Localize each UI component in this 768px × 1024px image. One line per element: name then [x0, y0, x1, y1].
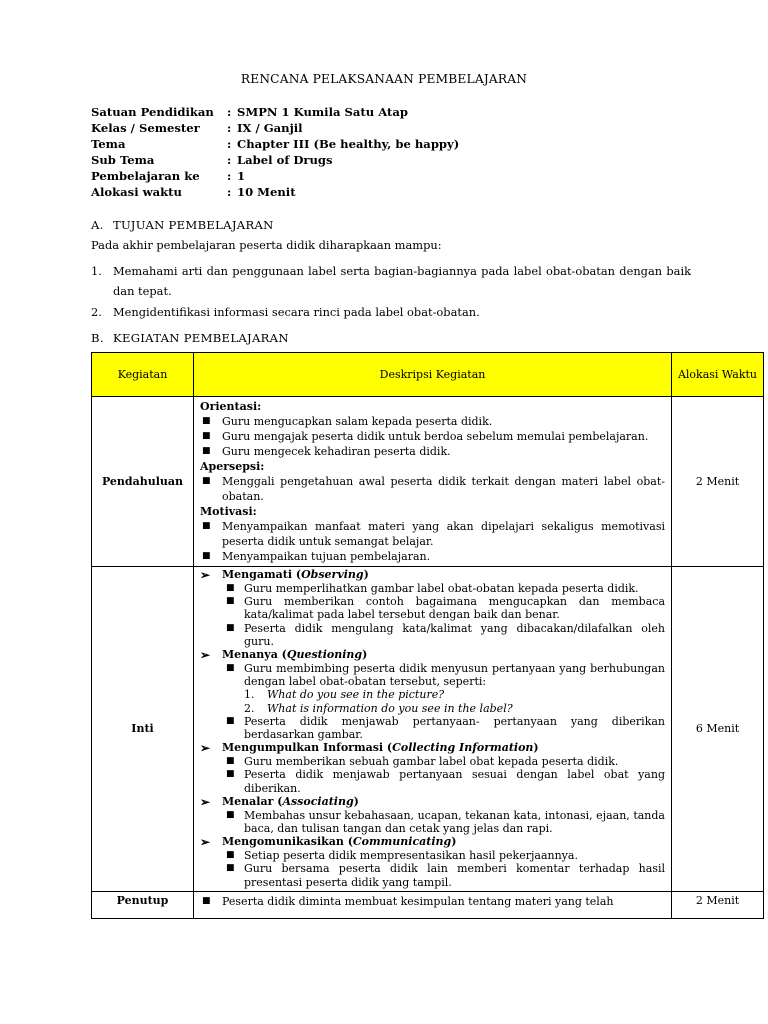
- square-bullet-icon: ■: [226, 583, 235, 593]
- kegiatan-cell: Penutup: [92, 891, 194, 918]
- kegiatan-cell: Pendahuluan: [92, 397, 194, 567]
- identity-key: Alokasi waktu: [91, 185, 182, 199]
- step-heading: [200, 835, 665, 849]
- identity-value: SMPN 1 Kumila Satu Atap: [237, 105, 409, 119]
- list-item: [200, 662, 665, 688]
- square-bullet-icon: ■: [226, 809, 235, 820]
- alokasi-cell: 2 Menit: [672, 397, 764, 567]
- list-item-text: Menggali pengetahuan awal peserta didik terkait dengan materi label obat-obatan.: [222, 475, 665, 503]
- square-bullet-icon: ■: [226, 622, 235, 633]
- objective-intro: Pada akhir pembelajaran peserta didik diharapkaan mampu:: [91, 238, 442, 252]
- objective-number: 1.: [91, 264, 102, 278]
- list-item: [200, 429, 665, 444]
- list-item-text: Peserta didik menjawab pertanyaan sesuai dengan label obat yang diberikan.: [244, 768, 665, 795]
- list-item-text: Guru memberikan contoh bagaimana mengucapkan dan membaca kata/kalimat pada label tersebut dengan baik dan benar.: [244, 595, 665, 622]
- identity-row: [91, 120, 459, 136]
- identity-colon: :: [227, 105, 232, 119]
- list-item: [200, 622, 665, 648]
- step-label-close: ): [353, 794, 359, 808]
- question-number: 1.: [244, 688, 255, 702]
- list-item: [200, 715, 665, 741]
- section-title: TUJUAN PEMBELAJARAN: [113, 218, 274, 232]
- step-label: Mengumpulkan Informasi (: [222, 741, 393, 755]
- section-title: KEGIATAN PEMBELAJARAN: [113, 331, 289, 345]
- deskripsi-cell: [194, 567, 672, 892]
- table-row-inti: [92, 567, 764, 892]
- table-row-penutup: [92, 891, 764, 918]
- step-label-english: Questioning: [286, 648, 363, 662]
- list-item-text: Setiap peserta didik mempresentasikan hasil pekerjaannya.: [244, 849, 578, 863]
- identity-colon: :: [227, 169, 232, 183]
- alokasi-cell: 6 Menit: [672, 567, 764, 892]
- identity-colon: :: [227, 121, 232, 135]
- step-label: Menanya (: [222, 648, 287, 662]
- apersepsi-title: Apersepsi:: [200, 460, 265, 473]
- step-label-english: Collecting Information: [392, 741, 534, 755]
- alokasi-cell: 2 Menit: [672, 891, 764, 918]
- table-row-pendahuluan: [92, 397, 764, 567]
- square-bullet-icon: ■: [202, 416, 211, 426]
- list-item-text: Guru mengajak peserta didik untuk berdoa sebelum memulai pembelajaran.: [222, 430, 649, 443]
- square-bullet-icon: ■: [226, 756, 235, 767]
- arrowhead-icon: ➢: [200, 835, 211, 850]
- step-label-english: Communicating: [352, 835, 452, 849]
- square-bullet-icon: ■: [202, 446, 211, 456]
- step-label: Menalar (: [222, 794, 283, 808]
- step-heading: [200, 648, 665, 662]
- step-heading: [200, 795, 665, 809]
- identity-value: IX / Ganjil: [237, 121, 303, 135]
- identity-block: [91, 104, 459, 200]
- arrowhead-icon: ➢: [200, 794, 211, 809]
- question-number: 2.: [244, 701, 255, 715]
- step-label: Mengamati (: [222, 568, 302, 581]
- identity-row: [91, 184, 459, 200]
- list-item-text: Menyampaikan manfaat materi yang akan dipelajari sekaligus memotivasi peserta didik untuk semangat belajar.: [222, 520, 665, 548]
- square-bullet-icon: ■: [202, 551, 211, 561]
- identity-colon: :: [227, 153, 232, 167]
- step-label-english: Associating: [282, 794, 354, 808]
- arrowhead-icon: ➢: [200, 741, 211, 756]
- list-item: [200, 549, 665, 564]
- square-bullet-icon: ■: [202, 431, 211, 441]
- list-item: [200, 474, 665, 504]
- list-item: [200, 768, 665, 794]
- list-item-text: Menyampaikan tujuan pembelajaran.: [222, 550, 431, 563]
- question-item: [200, 688, 665, 701]
- step-label-close: ): [533, 741, 539, 755]
- table-header-row: [92, 353, 764, 397]
- step-label-close: ): [451, 835, 457, 849]
- arrowhead-icon: ➢: [200, 568, 211, 582]
- list-item: [200, 519, 665, 549]
- square-bullet-icon: ■: [226, 863, 235, 874]
- identity-value: 1: [237, 169, 246, 183]
- square-bullet-icon: ■: [202, 521, 211, 531]
- identity-key: Sub Tema: [91, 153, 155, 167]
- step-label-english: Observing: [301, 568, 364, 581]
- list-item: [200, 849, 665, 862]
- activity-table: [91, 352, 764, 919]
- header-kegiatan: Kegiatan: [92, 353, 194, 397]
- arrowhead-icon: ➢: [200, 648, 211, 663]
- step-heading: [200, 741, 665, 755]
- identity-colon: :: [227, 185, 232, 199]
- identity-row: [91, 168, 459, 184]
- step-label-close: ): [363, 568, 369, 581]
- identity-key: Pembelajaran ke: [91, 169, 200, 183]
- section-letter: A.: [91, 218, 104, 232]
- deskripsi-cell: [194, 397, 672, 567]
- objective-text: Mengidentifikasi informasi secara rinci pada label obat-obatan.: [113, 305, 480, 319]
- list-item-text: Guru bersama peserta didik lain memberi komentar terhadap hasil presentasi peserta didik yang tampil.: [244, 862, 665, 889]
- identity-key: Tema: [91, 137, 126, 151]
- list-item: [200, 444, 665, 459]
- list-item: [200, 894, 665, 909]
- identity-value: Label of Drugs: [237, 153, 333, 167]
- list-item-text: Guru memberikan sebuah gambar label obat kepada peserta didik.: [244, 755, 619, 769]
- section-b-heading: [91, 331, 289, 345]
- kegiatan-cell: Inti: [92, 567, 194, 892]
- document-title: RENCANA PELAKSANAAN PEMBELAJARAN: [240, 72, 528, 86]
- square-bullet-icon: ■: [202, 476, 211, 486]
- identity-colon: :: [227, 137, 232, 151]
- list-item: [200, 755, 665, 768]
- objective-item: [91, 261, 691, 301]
- objective-item: [91, 302, 691, 322]
- list-item-text: Peserta didik mengulang kata/kalimat yang dibacakan/dilafalkan oleh guru.: [244, 621, 665, 648]
- objective-text: Memahami arti dan penggunaan label serta bagian-bagiannya pada label obat-obatan dengan baik dan tepat.: [113, 264, 691, 298]
- header-alokasi: Alokasi Waktu: [672, 353, 764, 397]
- square-bullet-icon: ■: [226, 596, 235, 607]
- list-item-text: Guru memperlihatkan gambar label obat-obatan kepada peserta didik.: [244, 582, 639, 595]
- step-label: Mengomunikasikan (: [222, 835, 353, 849]
- list-item-text: Guru mengucapkan salam kepada peserta didik.: [222, 415, 493, 428]
- section-letter: B.: [91, 331, 104, 345]
- list-item: [200, 595, 665, 621]
- identity-value: Chapter III (Be healthy, be happy): [237, 137, 460, 151]
- objective-list: [91, 261, 691, 322]
- list-item-text: Membahas unsur kebahasaan, ucapan, tekanan kata, intonasi, ejaan, tanda baca, dan tulisan tangan dan cetak yang jelas dan rapi.: [244, 808, 665, 836]
- list-item: [200, 582, 665, 595]
- list-item: [200, 809, 665, 835]
- objective-number: 2.: [91, 305, 102, 319]
- orientasi-title: Orientasi:: [200, 400, 262, 413]
- square-bullet-icon: ■: [226, 850, 235, 861]
- square-bullet-icon: ■: [226, 769, 235, 780]
- square-bullet-icon: ■: [202, 895, 211, 906]
- question-text: What do you see in the picture?: [267, 688, 445, 702]
- list-item-text: Peserta didik diminta membuat kesimpulan tentang materi yang telah: [222, 894, 614, 908]
- list-item-text: Guru mengecek kehadiran peserta didik.: [222, 445, 451, 458]
- step-heading: [200, 568, 665, 582]
- identity-key: Kelas / Semester: [91, 121, 200, 135]
- question-text: What is information do you see in the label?: [267, 701, 513, 715]
- list-item-text: Peserta didik menjawab pertanyaan- pertanyaan yang diberikan berdasarkan gambar.: [244, 714, 665, 742]
- header-deskripsi: Deskripsi Kegiatan: [194, 353, 672, 397]
- list-item-text: Guru membimbing peserta didik menyusun pertanyaan yang berhubungan dengan label obat-obatan tersebut, seperti:: [244, 662, 665, 689]
- identity-row: [91, 136, 459, 152]
- question-item: [200, 702, 665, 715]
- square-bullet-icon: ■: [226, 663, 235, 674]
- square-bullet-icon: ■: [226, 715, 235, 726]
- identity-row: [91, 104, 459, 120]
- identity-value: 10 Menit: [237, 185, 296, 199]
- section-a-heading: [91, 218, 274, 232]
- step-label-close: ): [362, 648, 368, 662]
- motivasi-title: Motivasi:: [200, 505, 257, 518]
- identity-key: Satuan Pendidikan: [91, 105, 214, 119]
- list-item: [200, 414, 665, 429]
- identity-row: [91, 152, 459, 168]
- list-item: [200, 862, 665, 888]
- deskripsi-cell: [194, 891, 672, 918]
